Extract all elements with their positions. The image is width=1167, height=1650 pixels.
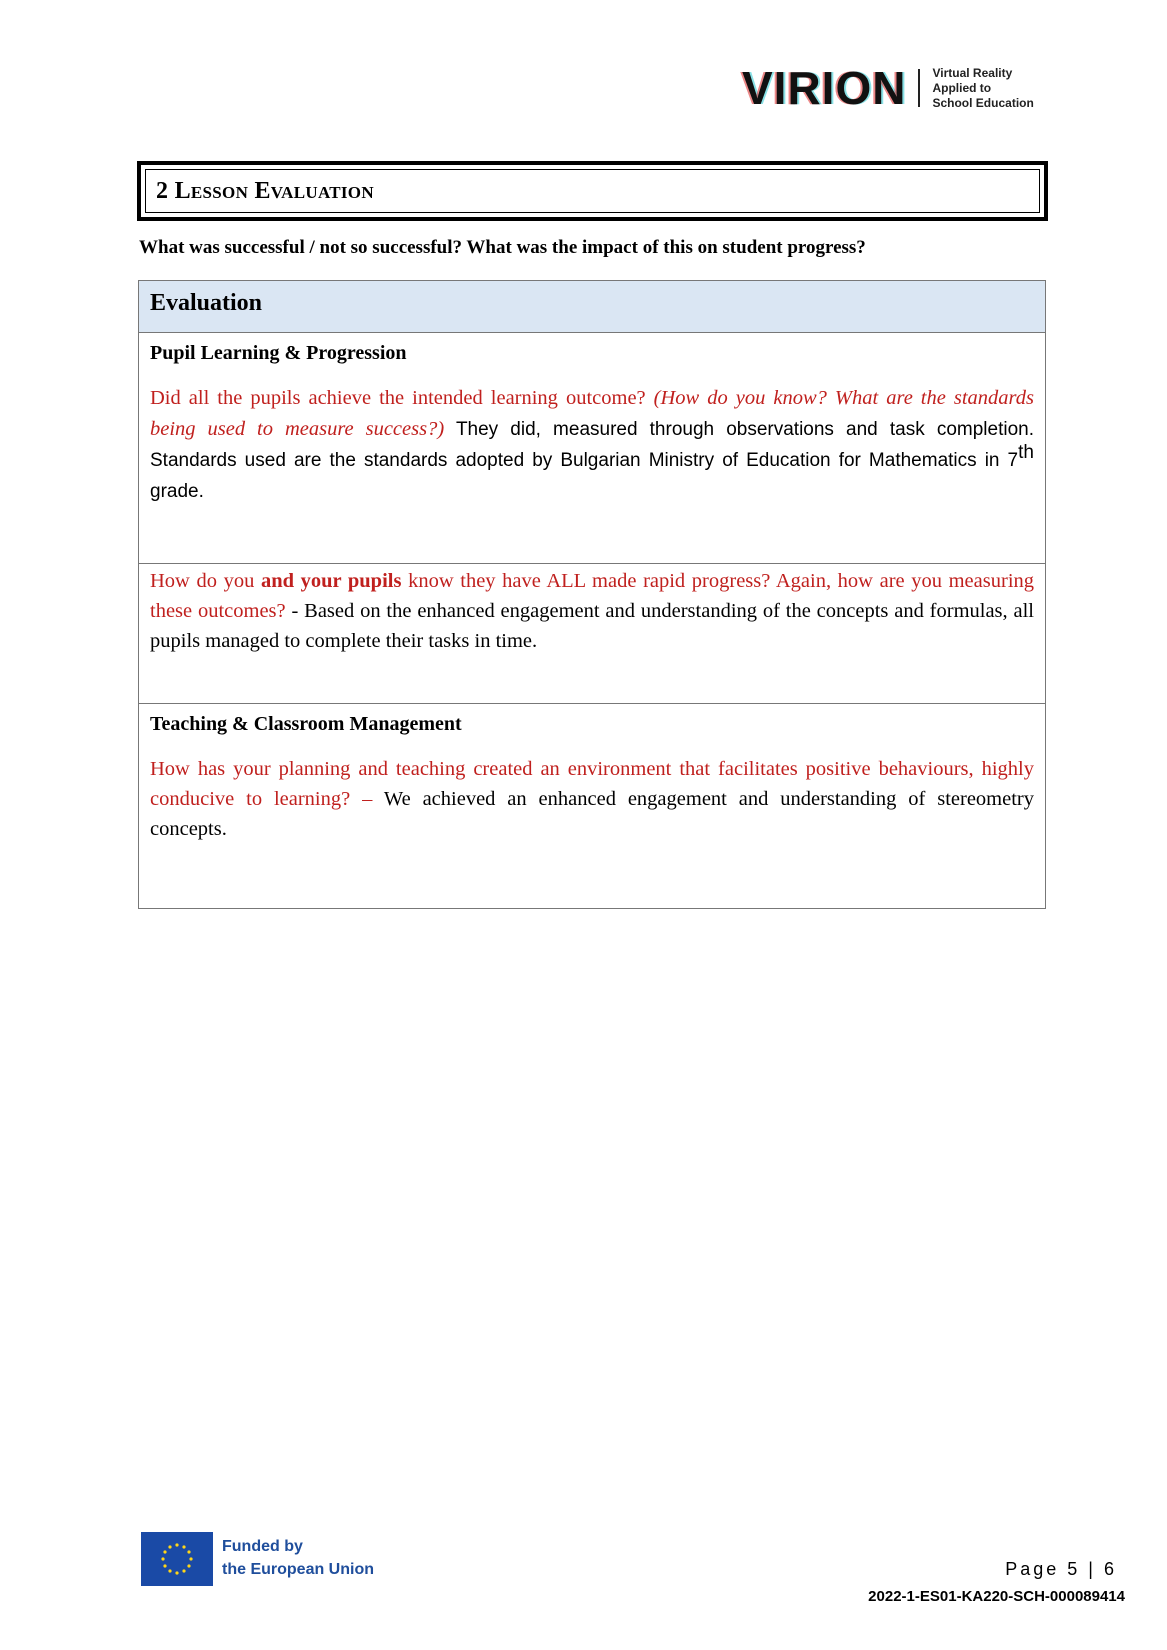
cell-title: Teaching & Classroom Management [150, 713, 462, 735]
eu-flag-icon [141, 1532, 213, 1586]
funded-line-2: the European Union [222, 1561, 374, 1578]
logo-separator [918, 69, 920, 107]
table-header: Evaluation [139, 281, 1045, 333]
answer-text: They did, measured through observations and task completion. Standards used are the standards adopted by Bulgarian Ministry of Education for Mathematics in 7 [150, 419, 1034, 471]
cell-body [150, 383, 1034, 507]
answer-superscript: th [1018, 442, 1034, 464]
project-code: 2022-1-ES01-KA220-SCH-000089414 [868, 1588, 1125, 1605]
section-heading: 2 Lesson Evaluation [156, 177, 374, 204]
prompt-text-bold: and your pupils [260, 570, 402, 592]
answer-text-end: grade. [150, 481, 204, 502]
cell-body [150, 754, 1034, 844]
prompt-text-italic: (How do you know? What are the standards being used to measure success?) [150, 387, 1034, 440]
tagline-line-1: Virtual Reality [932, 65, 1013, 80]
prompt-text: How has your planning and teaching created an environment that facilitates positive behaviours, highly conducive to learning? – [150, 758, 1034, 810]
logo-wordmark: VIRION [742, 62, 907, 114]
evaluation-table [138, 280, 1046, 909]
cell-body [150, 566, 1034, 656]
section-question: What was successful / not so successful? What was the impact of this on student progress? [139, 237, 866, 258]
cell-pupil-learning [139, 339, 1045, 564]
cell-title: Pupil Learning & Progression [150, 342, 407, 364]
funded-line-1: Funded by [222, 1538, 303, 1555]
virion-logo [742, 64, 1034, 112]
answer-text: - Based on the enhanced engagement and understanding of the concepts and formulas, all pupils managed to complete their tasks in time. [150, 600, 1034, 652]
eu-funding-text [222, 1535, 374, 1581]
tagline-line-3: School Education [932, 95, 1034, 110]
cell-rapid-progress [139, 566, 1045, 704]
logo-tagline [932, 66, 1033, 111]
answer-text: We achieved an enhanced engagement and understanding of stereometry concepts. [150, 788, 1034, 840]
prompt-text: How do you [150, 570, 261, 592]
prompt-text-cont: know they have ALL made rapid progress? Again, how are you measuring these outcomes? [150, 570, 1035, 622]
section-heading-box [137, 161, 1048, 221]
tagline-line-2: Applied to [932, 80, 992, 95]
cell-teaching-management [139, 710, 1045, 908]
prompt-text: Did all the pupils achieve the intended learning outcome? [150, 387, 654, 409]
page-number: Page 5 | 6 [1005, 1559, 1117, 1579]
